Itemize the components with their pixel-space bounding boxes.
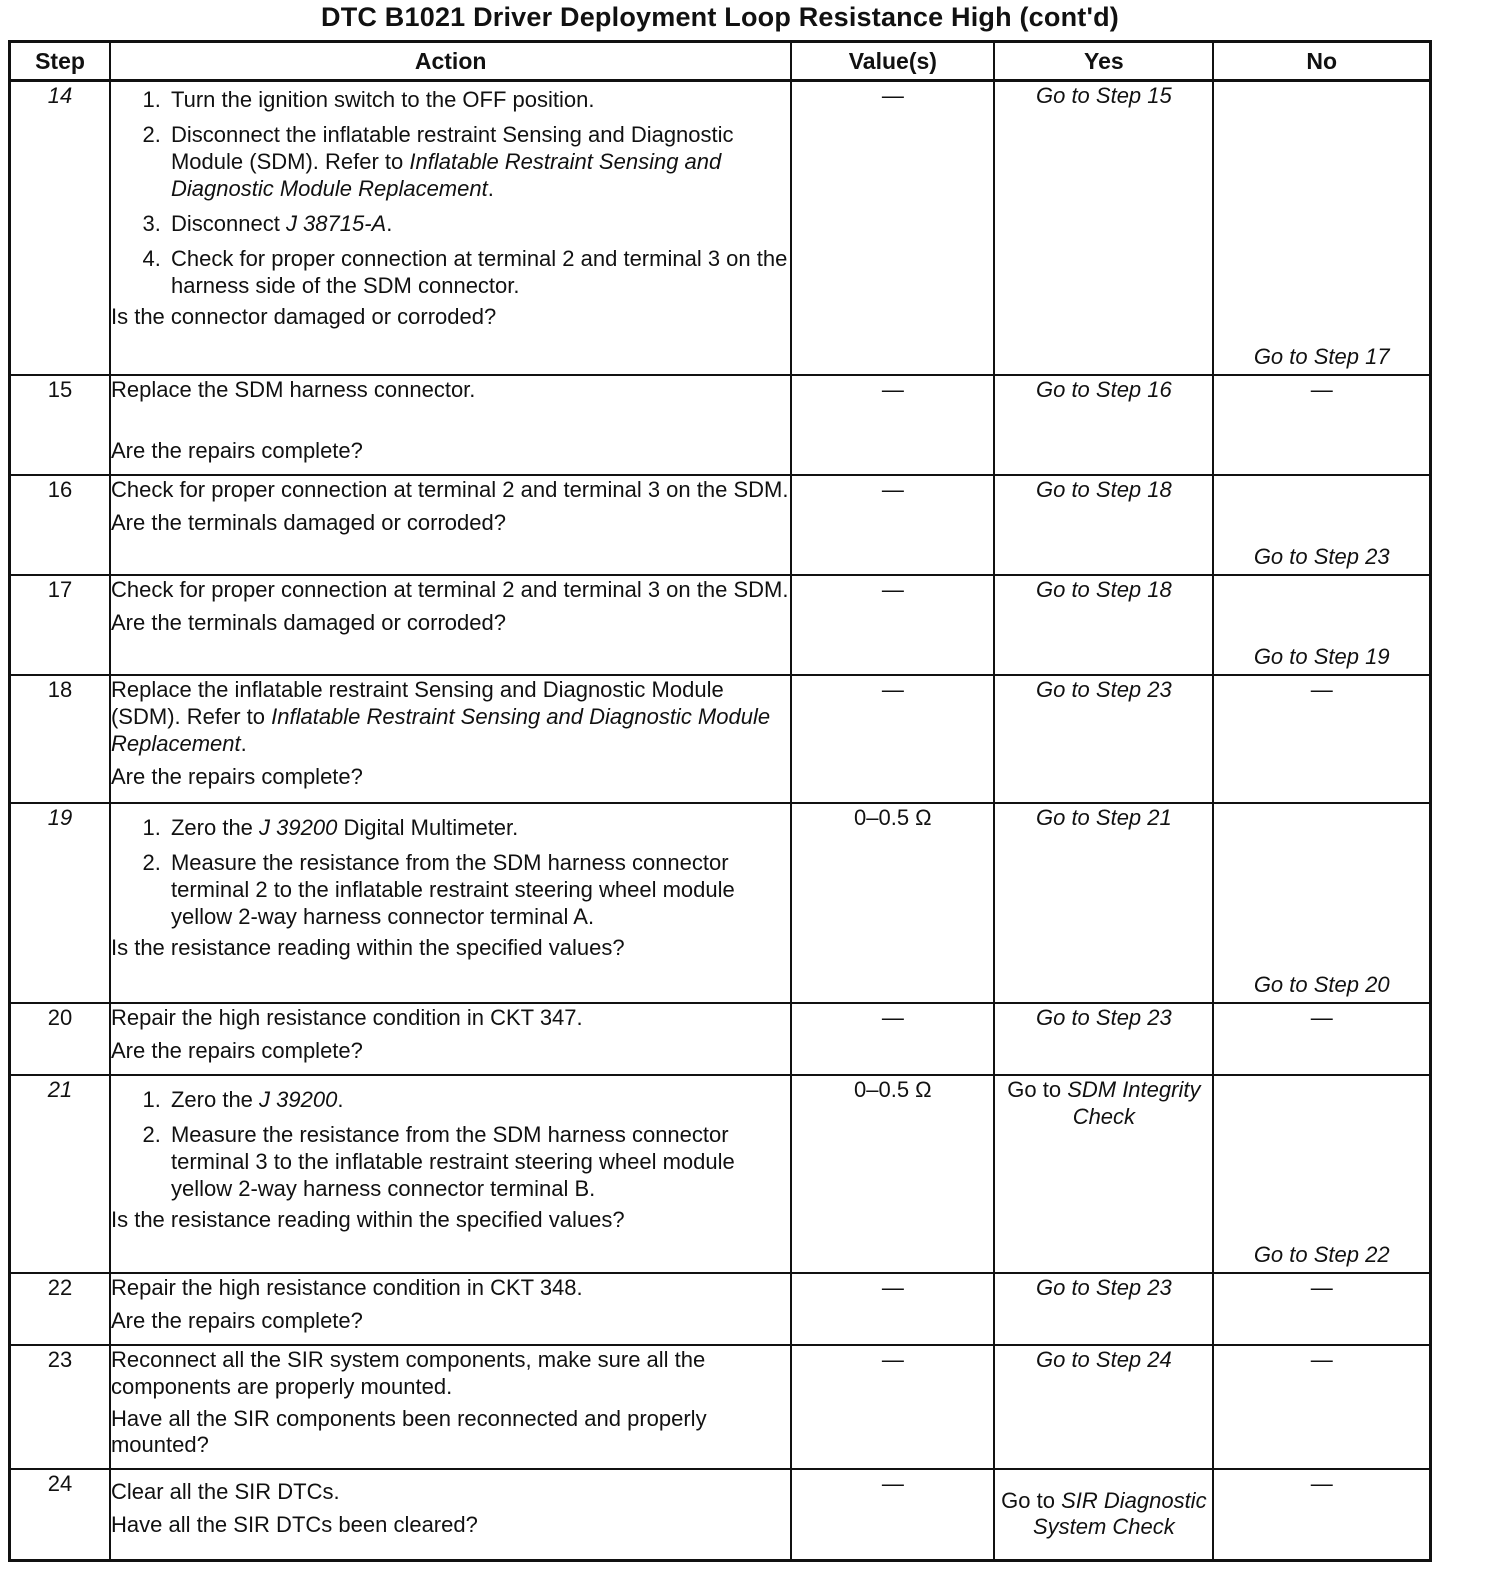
page-title: DTC B1021 Driver Deployment Loop Resistance High (cont'd) (321, 2, 1119, 32)
value-cell: — (791, 575, 994, 675)
action-cell (110, 575, 791, 675)
action-step: 2. Measure the resistance from the SDM harness connector terminal 3 to the inflatable restraint steering wheel module yellow 2-way harness connector terminal B. (167, 1121, 790, 1202)
action-instruction: Repair the high resistance condition in CKT 348. (110, 1274, 583, 1300)
value-cell: — (791, 475, 994, 575)
action-question: Have all the SIR components been reconnected and properly mounted? (110, 1405, 707, 1457)
table-row (10, 675, 1431, 803)
action-cell (110, 1345, 791, 1469)
reference-link-text: Inflatable Restraint Sensing and Diagnostic Module Replacement (170, 149, 722, 201)
action-steps (111, 86, 790, 299)
step-number: 17 (10, 575, 110, 675)
tool-reference: J 39200 (259, 1086, 338, 1112)
action-question: Are the terminals damaged or corroded? (110, 509, 506, 535)
step-number: 19 (10, 803, 110, 1003)
yes-cell: Go to SIR Diagnostic System Check (994, 1469, 1213, 1561)
action-cell (110, 675, 791, 803)
step-number: 16 (10, 475, 110, 575)
no-cell: Go to Step 19 (1213, 575, 1430, 675)
action-step: 1. Zero the J 39200. (167, 1086, 790, 1113)
step-number: 23 (10, 1345, 110, 1469)
action-question: Have all the SIR DTCs been cleared? (110, 1511, 478, 1537)
value-cell: — (791, 675, 994, 803)
reference-link-text: SDM Integrity Check (1067, 1076, 1201, 1129)
table-row (10, 475, 1431, 575)
step-number: 21 (10, 1075, 110, 1273)
action-step: 1. Zero the J 39200 Digital Multimeter. (167, 814, 790, 841)
action-cell (110, 1469, 791, 1561)
step-number: 18 (10, 675, 110, 803)
yes-cell: Go to Step 18 (994, 475, 1213, 575)
action-step: 4. Check for proper connection at terminal 2 and terminal 3 on the harness side of the SDM connector. (167, 245, 790, 299)
reference-link-text: SIR Diagnostic System Check (1032, 1488, 1207, 1540)
yes-cell: Go to Step 23 (994, 675, 1213, 803)
action-step: 2. Measure the resistance from the SDM harness connector terminal 2 to the inflatable restraint steering wheel module yellow 2-way harness connector terminal A. (167, 849, 790, 930)
header-action: Action (110, 42, 791, 81)
action-instruction: Replace the inflatable restraint Sensing and Diagnostic Module (SDM). Refer to Inflatable Restraint Sensing and Diagnostic Module Replacement. (110, 676, 771, 756)
action-step: 2. Disconnect the inflatable restraint Sensing and Diagnostic Module (SDM). Refer to Inflatable Restraint Sensing and Diagnostic Module Replacement. (167, 121, 790, 202)
no-cell: — (1213, 1273, 1430, 1345)
value-cell: — (791, 1273, 994, 1345)
action-question: Are the repairs complete? (110, 1307, 363, 1333)
header-step: Step (10, 42, 110, 81)
step-number: 15 (10, 375, 110, 475)
action-cell (110, 81, 791, 375)
action-cell (110, 1273, 791, 1345)
table-row (10, 803, 1431, 1003)
yes-cell: Go to Step 23 (994, 1003, 1213, 1075)
action-question: Are the repairs complete? (110, 1037, 363, 1063)
value-cell: — (791, 1345, 994, 1469)
step-number: 22 (10, 1273, 110, 1345)
action-step: 1. Turn the ignition switch to the OFF position. (167, 86, 790, 113)
reference-link-text: Inflatable Restraint Sensing and Diagnostic Module Replacement (110, 703, 771, 756)
yes-cell: Go to SDM Integrity Check (994, 1075, 1213, 1273)
header-yes: Yes (994, 42, 1213, 81)
yes-cell: Go to Step 24 (994, 1345, 1213, 1469)
action-instruction: Repair the high resistance condition in CKT 347. (110, 1004, 583, 1030)
action-question: Is the resistance reading within the specified values? (110, 934, 625, 960)
no-cell: Go to Step 22 (1213, 1075, 1430, 1273)
table-header-row (10, 42, 1431, 81)
action-instruction: Reconnect all the SIR system components, make sure all the components are properly mounted. (110, 1346, 706, 1399)
table-row (10, 1345, 1431, 1469)
action-cell (110, 475, 791, 575)
action-instruction: Check for proper connection at terminal 2 and terminal 3 on the SDM. (110, 576, 789, 602)
header-values: Value(s) (791, 42, 994, 81)
action-steps (111, 814, 790, 930)
yes-cell: Go to Step 18 (994, 575, 1213, 675)
action-instruction: Replace the SDM harness connector. (110, 376, 476, 402)
value-cell: — (791, 1469, 994, 1561)
value-cell: — (791, 375, 994, 475)
table-row (10, 575, 1431, 675)
no-cell: — (1213, 1345, 1430, 1469)
no-cell: — (1213, 1003, 1430, 1075)
tool-reference: J 38715-A (285, 211, 387, 236)
table-row (10, 375, 1431, 475)
yes-cell: Go to Step 15 (994, 81, 1213, 375)
step-number: 24 (10, 1469, 110, 1561)
action-question: Are the repairs complete? (110, 437, 363, 463)
action-question: Are the terminals damaged or corroded? (110, 609, 506, 635)
action-cell (110, 375, 791, 475)
yes-cell: Go to Step 21 (994, 803, 1213, 1003)
step-number: 20 (10, 1003, 110, 1075)
action-question: Is the connector damaged or corroded? (110, 304, 497, 329)
table-row (10, 1469, 1431, 1561)
value-cell: 0–0.5 Ω (791, 1075, 994, 1273)
step-number: 14 (10, 81, 110, 375)
table-row (10, 1075, 1431, 1273)
diagnostic-table (8, 40, 1432, 1562)
no-cell: Go to Step 20 (1213, 803, 1430, 1003)
yes-cell: Go to Step 16 (994, 375, 1213, 475)
action-instruction: Clear all the SIR DTCs. (110, 1478, 340, 1504)
action-steps (111, 1086, 790, 1202)
table-row (10, 1003, 1431, 1075)
no-cell: — (1213, 675, 1430, 803)
table-row (10, 81, 1431, 375)
action-step: 3. Disconnect J 38715-A. (167, 210, 790, 237)
tool-reference: J 39200 (259, 814, 338, 840)
action-instruction: Check for proper connection at terminal 2 and terminal 3 on the SDM. (110, 476, 789, 502)
header-no: No (1213, 42, 1430, 81)
action-cell (110, 1003, 791, 1075)
action-question: Are the repairs complete? (110, 763, 363, 789)
yes-cell: Go to Step 23 (994, 1273, 1213, 1345)
no-cell: Go to Step 17 (1213, 81, 1430, 375)
action-cell (110, 1075, 791, 1273)
no-cell: Go to Step 23 (1213, 475, 1430, 575)
no-cell: — (1213, 1469, 1430, 1561)
value-cell: — (791, 81, 994, 375)
action-cell (110, 803, 791, 1003)
value-cell: 0–0.5 Ω (791, 803, 994, 1003)
no-cell: — (1213, 375, 1430, 475)
value-cell: — (791, 1003, 994, 1075)
table-row (10, 1273, 1431, 1345)
action-question: Is the resistance reading within the specified values? (110, 1206, 625, 1232)
